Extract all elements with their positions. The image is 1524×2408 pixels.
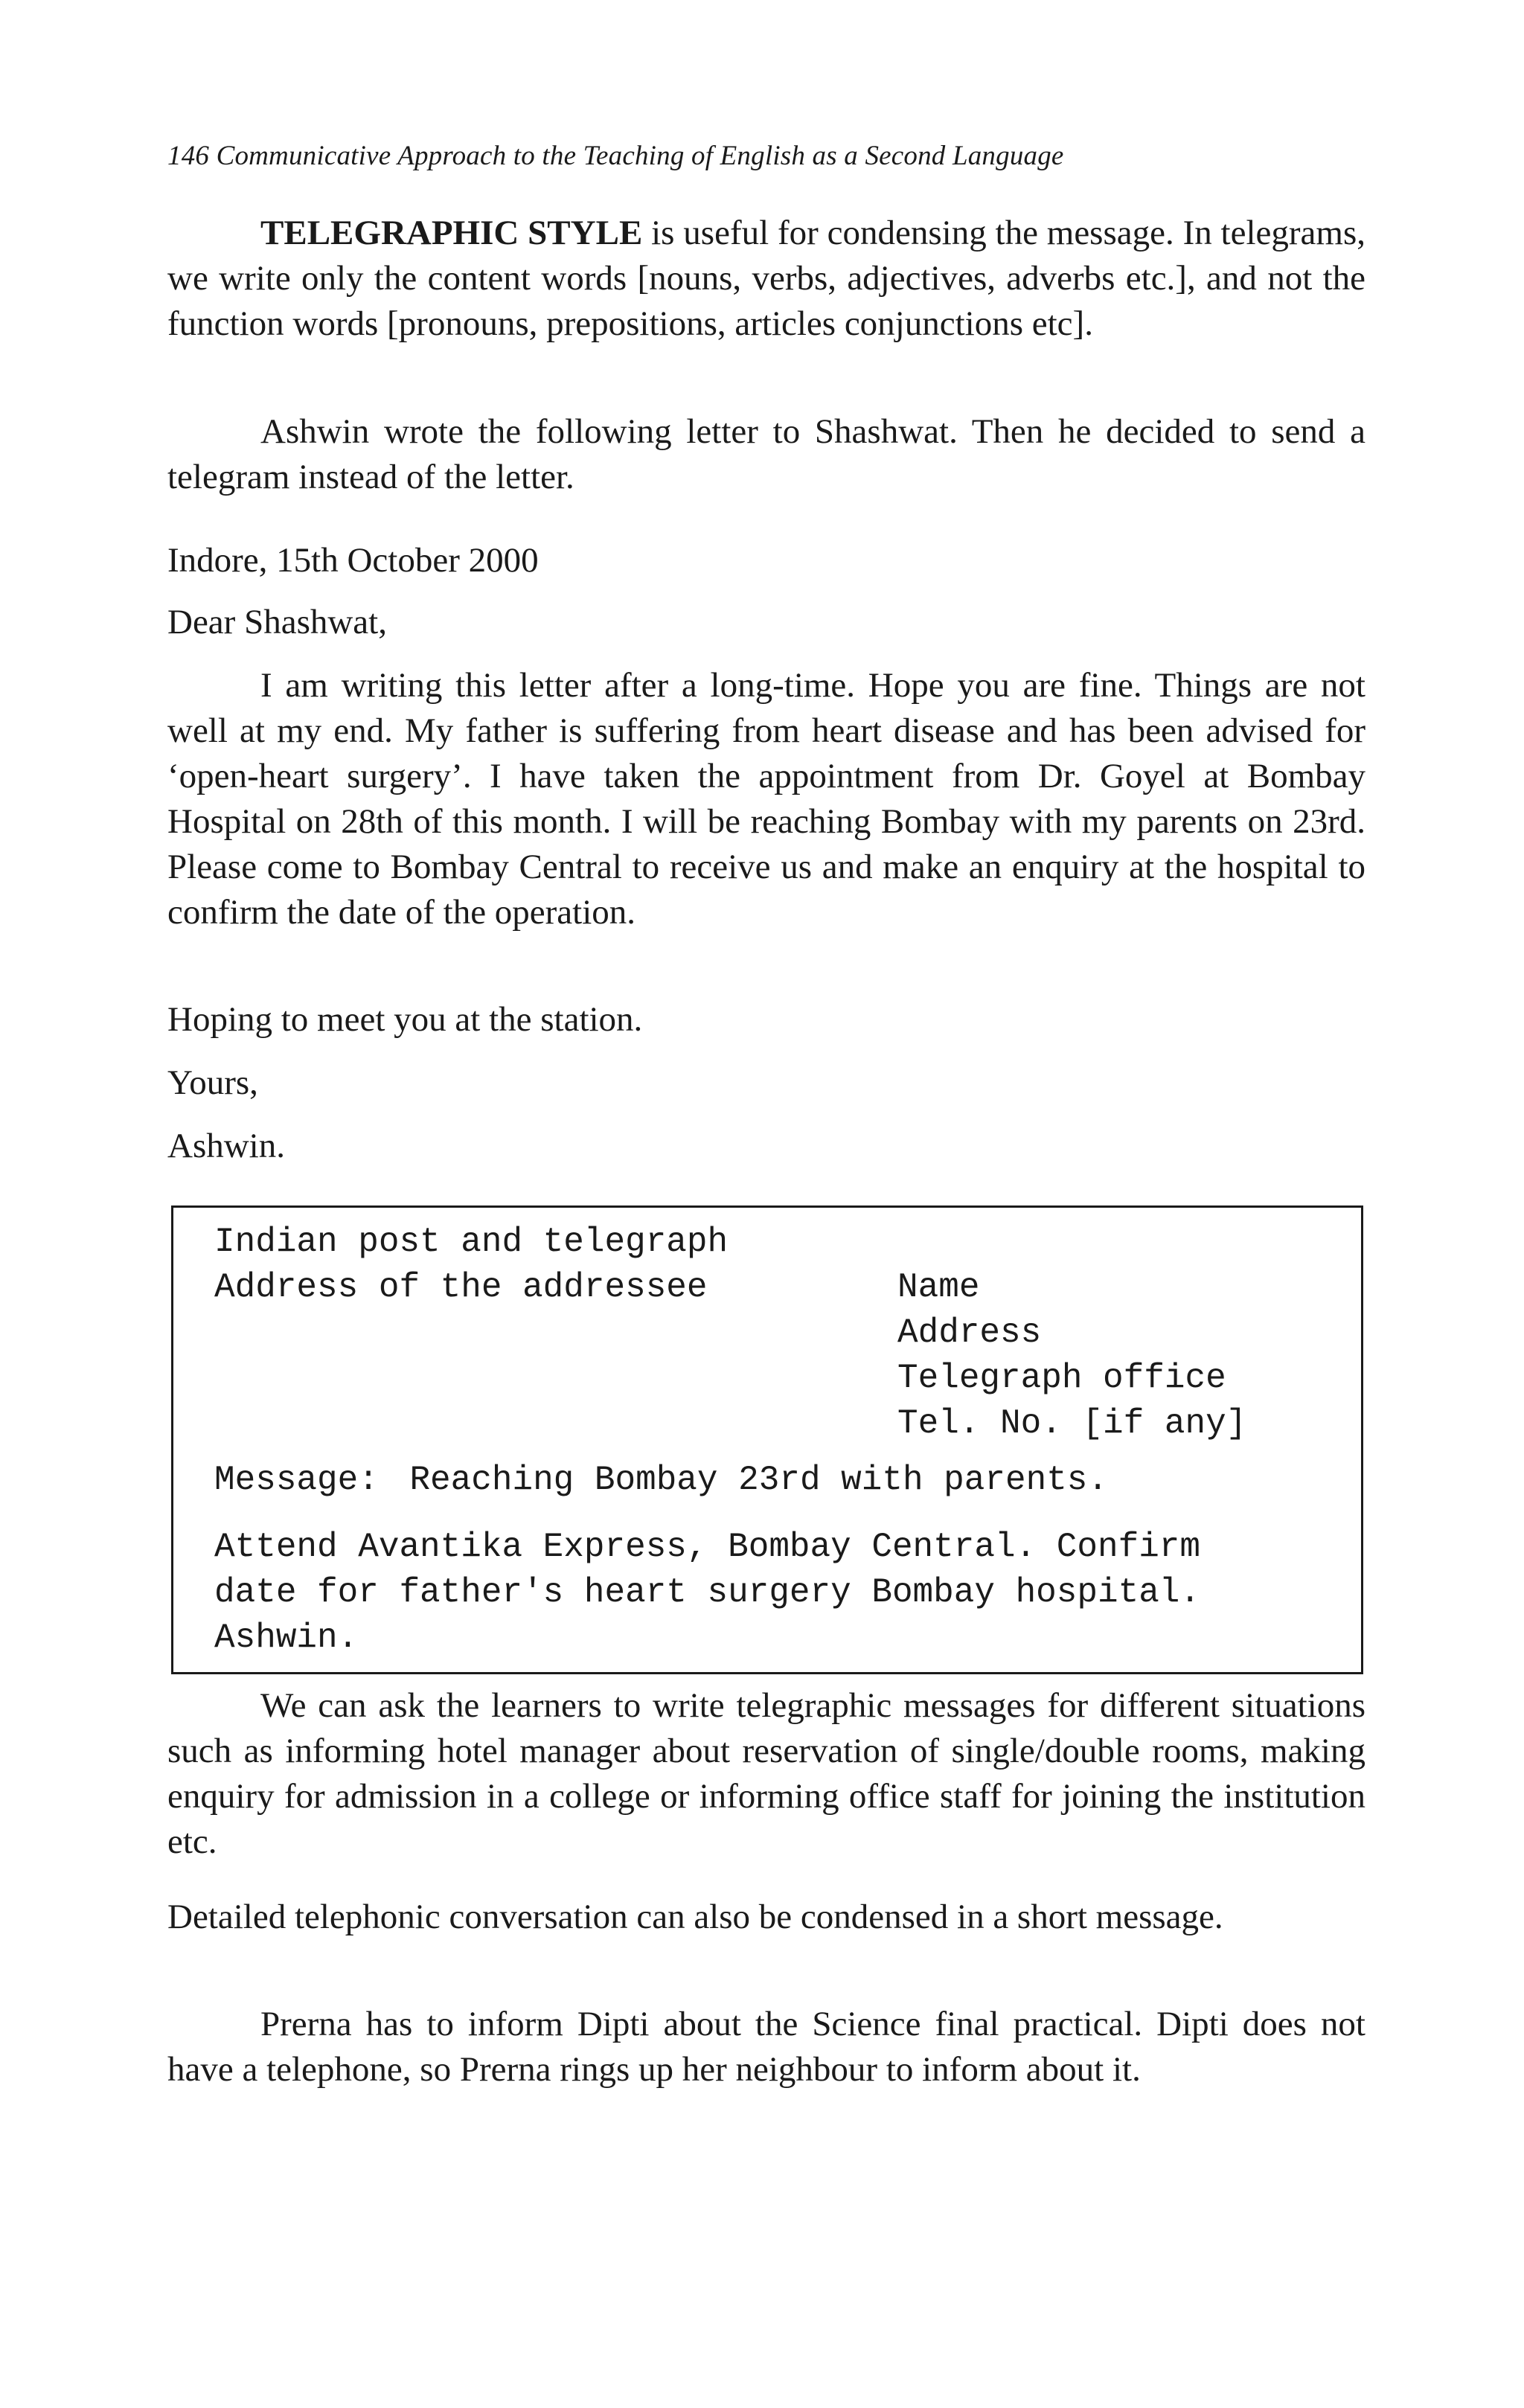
- telegram-message-line: date for father's heart surgery Bombay hospital.: [214, 1573, 1201, 1612]
- telegram-field-tel: Tel. No. [if any]: [897, 1404, 1247, 1443]
- telegram-field-office: Telegraph office: [897, 1359, 1226, 1397]
- telegram-message-line: Attend Avantika Express, Bombay Central. Confirm: [214, 1528, 1201, 1566]
- closing-paragraph: Prerna has to inform Dipti about the Science final practical. Dipti does not have a telephone, so Prerna rings up her neighbour to inform about it.: [167, 2005, 1365, 2089]
- intro-paragraph: [167, 211, 1365, 347]
- telegram-message-row: [214, 1458, 1108, 1503]
- letter-body: I am writing this letter after a long-time. Hope you are fine. Things are not well at my end. My father is suffering from heart disease and has been advised for ‘open-heart surgery’. I have taken the appointment from Dr. Goyel at Bombay Hospital on 28th of this month. I will be reaching Bombay with my parents on 23rd. Please come to Bombay Central to receive us and make an enquiry at the hospital to confirm the date of the operation.: [167, 666, 1365, 932]
- telegram-heading: Indian post and telegraph: [214, 1223, 729, 1261]
- telegram-form: [171, 1205, 1363, 1674]
- intro-text: is useful for condensing the message. In telegrams, we write only the content words [nouns, verbs, adjectives, adverbs etc.], and not the function words [pronouns, prepositions, articles conjunctions etc].: [167, 214, 1365, 343]
- telegram-address-label: Address of the addressee: [214, 1268, 708, 1307]
- closing-paragraph: Detailed telephonic conversation can also be condensed in a short message.: [167, 1898, 1223, 1936]
- closing-paragraph: We can ask the learners to write telegraphic messages for different situations such as informing hotel manager about reservation of single/double rooms, making enquiry for admission in a college or informing office staff for joining the institution etc.: [167, 1686, 1365, 1861]
- telegram-message-label: Message:: [214, 1461, 379, 1499]
- running-title: Communicative Approach to the Teaching of English as a Second Language: [216, 141, 1064, 171]
- letter-signature: Ashwin.: [167, 1127, 285, 1165]
- key-term: TELEGRAPHIC STYLE: [260, 214, 643, 252]
- letter-salutation: Dear Shashwat,: [167, 603, 387, 641]
- letter-sign-off: Yours,: [167, 1063, 258, 1102]
- letter-place-date: Indore, 15th October 2000: [167, 541, 539, 580]
- running-head: [167, 140, 1064, 172]
- letter-closing-line: Hoping to meet you at the station.: [167, 1000, 643, 1039]
- telegram-field-address: Address: [897, 1313, 1042, 1352]
- telegram-message-first: Reaching Bombay 23rd with parents.: [409, 1461, 1109, 1499]
- telegram-field-name: Name: [897, 1268, 980, 1307]
- page-number: 146: [167, 141, 210, 171]
- context-paragraph: Ashwin wrote the following letter to Shashwat. Then he decided to send a telegram instead of the letter.: [167, 412, 1365, 496]
- telegram-message-line: Ashwin.: [214, 1618, 359, 1657]
